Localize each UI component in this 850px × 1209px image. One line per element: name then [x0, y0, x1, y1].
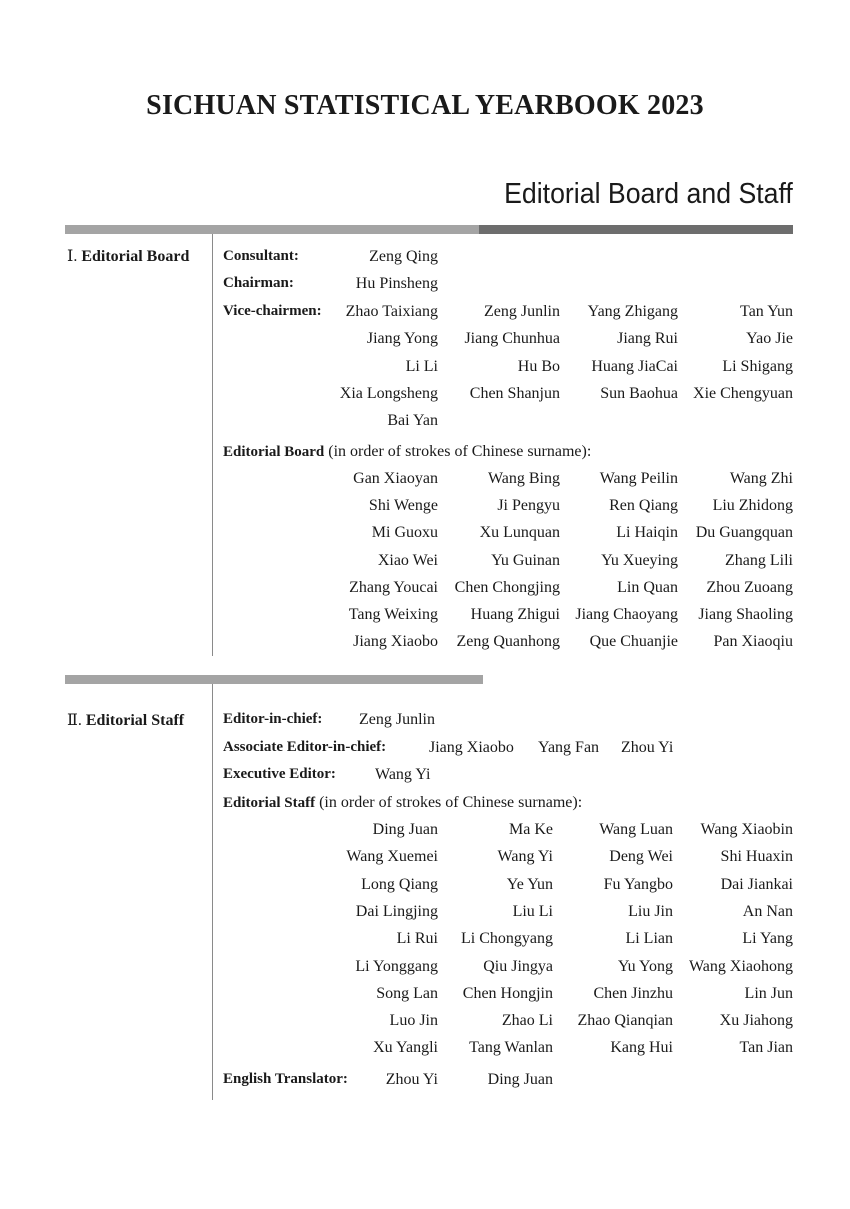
- vice-chairman-name: Zhao Taixiang: [345, 303, 438, 320]
- staff-member-name: Liu Li: [512, 902, 553, 920]
- executive-editor-name: Wang Yi: [375, 766, 431, 783]
- section-2-rule: [65, 675, 483, 684]
- board-member-name: Jiang Xiaobo: [353, 633, 438, 651]
- board-member-name: Zhang Lili: [725, 551, 793, 569]
- staff-member-name: Li Lian: [625, 930, 673, 948]
- board-member-name: Shi Wenge: [368, 497, 438, 515]
- board-member-name: Chen Chongjing: [454, 578, 560, 596]
- staff-member-name: Tan Jian: [739, 1039, 793, 1057]
- staff-member-name: An Nan: [742, 902, 793, 920]
- board-member-name: Que Chuanjie: [589, 633, 678, 651]
- consultant-name: Zeng Qing: [369, 248, 438, 265]
- header-rule-light: [65, 225, 479, 234]
- section-1-numeral: Ⅰ.: [67, 248, 78, 265]
- staff-member-name: Ma Ke: [509, 821, 553, 838]
- staff-member-name: Tang Wanlan: [469, 1039, 553, 1057]
- staff-member-name: Li Rui: [396, 930, 438, 948]
- board-member-name: Liu Zhidong: [712, 497, 793, 515]
- vice-chairman-name: Jiang Yong: [366, 330, 438, 348]
- board-member-name: Zeng Quanhong: [456, 633, 560, 651]
- board-member-name: Wang Peilin: [599, 470, 678, 487]
- associate-editor-name: Jiang Xiaobo: [429, 739, 514, 756]
- staff-member-name: Qiu Jingya: [483, 957, 553, 975]
- board-member-name: Yu Xueying: [601, 551, 678, 569]
- board-member-name: Zhang Youcai: [349, 578, 438, 596]
- board-member-name: Gan Xiaoyan: [353, 470, 438, 487]
- board-member-name: Du Guangquan: [695, 524, 793, 542]
- editorial-staff-note: (in order of strokes of Chinese surname):: [319, 794, 583, 811]
- vice-chairman-name: Bai Yan: [387, 412, 438, 430]
- associate-editor-name: Yang Fan: [538, 739, 600, 756]
- section-1-title: Editorial Board: [81, 248, 190, 265]
- editor-in-chief-label: Editor-in-chief:: [223, 711, 323, 727]
- vice-chairmen-label: Vice-chairmen:: [223, 303, 322, 319]
- vice-chairman-name: Xie Chengyuan: [693, 384, 793, 402]
- staff-member-name: Lin Jun: [744, 984, 793, 1002]
- board-member-name: Wang Zhi: [729, 470, 793, 487]
- consultant-label: Consultant:: [223, 248, 299, 264]
- staff-member-name: Song Lan: [376, 984, 438, 1002]
- staff-member-name: Wang Luan: [599, 821, 673, 838]
- board-member-name: Mi Guoxu: [371, 524, 438, 542]
- vice-chairman-name: Tan Yun: [740, 303, 793, 320]
- page-title: SICHUAN STATISTICAL YEARBOOK 2023: [146, 90, 704, 121]
- vice-chairman-name: Jiang Chunhua: [464, 330, 560, 348]
- staff-member-name: Wang Yi: [497, 848, 553, 866]
- staff-member-name: Deng Wei: [609, 848, 673, 866]
- translator-name: Ding Juan: [487, 1071, 553, 1088]
- vice-chairman-name: Li Shigang: [722, 357, 793, 375]
- editor-in-chief-name: Zeng Junlin: [359, 711, 435, 728]
- vice-chairman-name: Yang Zhigang: [587, 303, 678, 320]
- staff-member-name: Zhao Qianqian: [577, 1012, 673, 1030]
- translator-name: Zhou Yi: [385, 1071, 438, 1088]
- vice-chairman-name: Hu Bo: [517, 357, 560, 375]
- board-member-name: Wang Bing: [487, 470, 560, 487]
- staff-member-name: Kang Hui: [610, 1039, 673, 1057]
- english-translator-label: English Translator:: [223, 1071, 348, 1087]
- board-member-name: Xu Lunquan: [479, 524, 560, 542]
- board-member-name: Xiao Wei: [377, 551, 438, 569]
- editorial-staff-heading: [223, 794, 582, 812]
- staff-member-name: Xu Jiahong: [719, 1012, 793, 1030]
- board-member-name: Ji Pengyu: [497, 497, 560, 515]
- board-member-name: Zhou Zuoang: [706, 578, 793, 596]
- vice-chairman-name: Chen Shanjun: [469, 384, 560, 402]
- page-subtitle: Editorial Board and Staff: [504, 178, 793, 210]
- staff-member-name: Dai Jiankai: [720, 875, 793, 893]
- vice-chairman-name: Jiang Rui: [617, 330, 678, 348]
- staff-member-name: Xu Yangli: [373, 1039, 438, 1057]
- board-member-name: Jiang Chaoyang: [575, 606, 678, 623]
- chairman-name: Hu Pinsheng: [355, 275, 438, 292]
- staff-member-name: Zhao Li: [501, 1012, 553, 1030]
- staff-member-name: Ye Yun: [506, 875, 553, 893]
- section-1-divider: [212, 234, 213, 656]
- staff-member-name: Wang Xiaohong: [688, 957, 793, 975]
- vice-chairman-name: Zeng Junlin: [484, 303, 560, 320]
- section-2-divider: [212, 684, 213, 1100]
- vice-chairman-name: Huang JiaCai: [591, 357, 678, 375]
- section-2-numeral: Ⅱ.: [67, 712, 82, 729]
- board-member-name: Yu Guinan: [491, 551, 560, 569]
- editorial-board-note: (in order of strokes of Chinese surname):: [328, 443, 592, 460]
- board-member-name: Huang Zhigui: [470, 606, 560, 623]
- board-member-name: Ren Qiang: [609, 497, 678, 515]
- staff-member-name: Li Chongyang: [461, 930, 553, 948]
- staff-member-name: Wang Xiaobin: [700, 821, 793, 838]
- staff-member-name: Dai Lingjing: [355, 902, 438, 920]
- staff-member-name: Liu Jin: [628, 902, 673, 920]
- staff-member-name: Long Qiang: [361, 875, 438, 893]
- section-2-heading: [67, 710, 184, 730]
- board-member-name: Pan Xiaoqiu: [713, 633, 793, 651]
- vice-chairman-name: Yao Jie: [746, 330, 793, 348]
- board-member-name: Jiang Shaoling: [698, 606, 793, 623]
- chairman-label: Chairman:: [223, 275, 294, 291]
- editorial-board-label: Editorial Board: [223, 444, 325, 460]
- staff-member-name: Chen Hongjin: [462, 984, 553, 1002]
- section-1-heading: [67, 246, 189, 266]
- staff-member-name: Shi Huaxin: [720, 848, 793, 866]
- board-member-name: Li Haiqin: [616, 524, 678, 542]
- staff-member-name: Fu Yangbo: [603, 875, 673, 893]
- vice-chairman-name: Sun Baohua: [600, 384, 678, 402]
- board-member-name: Lin Quan: [617, 578, 678, 596]
- editorial-staff-label: Editorial Staff: [223, 795, 316, 811]
- vice-chairman-name: Li Li: [405, 357, 438, 375]
- associate-editor-name: Zhou Yi: [621, 739, 674, 756]
- staff-member-name: Ding Juan: [372, 821, 438, 838]
- staff-member-name: Chen Jinzhu: [593, 984, 673, 1002]
- staff-member-name: Yu Yong: [617, 957, 673, 975]
- staff-member-name: Luo Jin: [389, 1012, 438, 1030]
- section-2-title: Editorial Staff: [85, 712, 185, 729]
- header-rule-dark: [479, 225, 793, 234]
- editorial-board-heading: [223, 443, 591, 461]
- executive-editor-label: Executive Editor:: [223, 766, 336, 782]
- staff-member-name: Li Yang: [742, 930, 793, 948]
- board-member-name: Tang Weixing: [348, 606, 438, 623]
- associate-editor-label: Associate Editor-in-chief:: [223, 739, 387, 755]
- vice-chairman-name: Xia Longsheng: [339, 384, 438, 402]
- staff-member-name: Li Yonggang: [355, 957, 438, 975]
- staff-member-name: Wang Xuemei: [346, 848, 438, 866]
